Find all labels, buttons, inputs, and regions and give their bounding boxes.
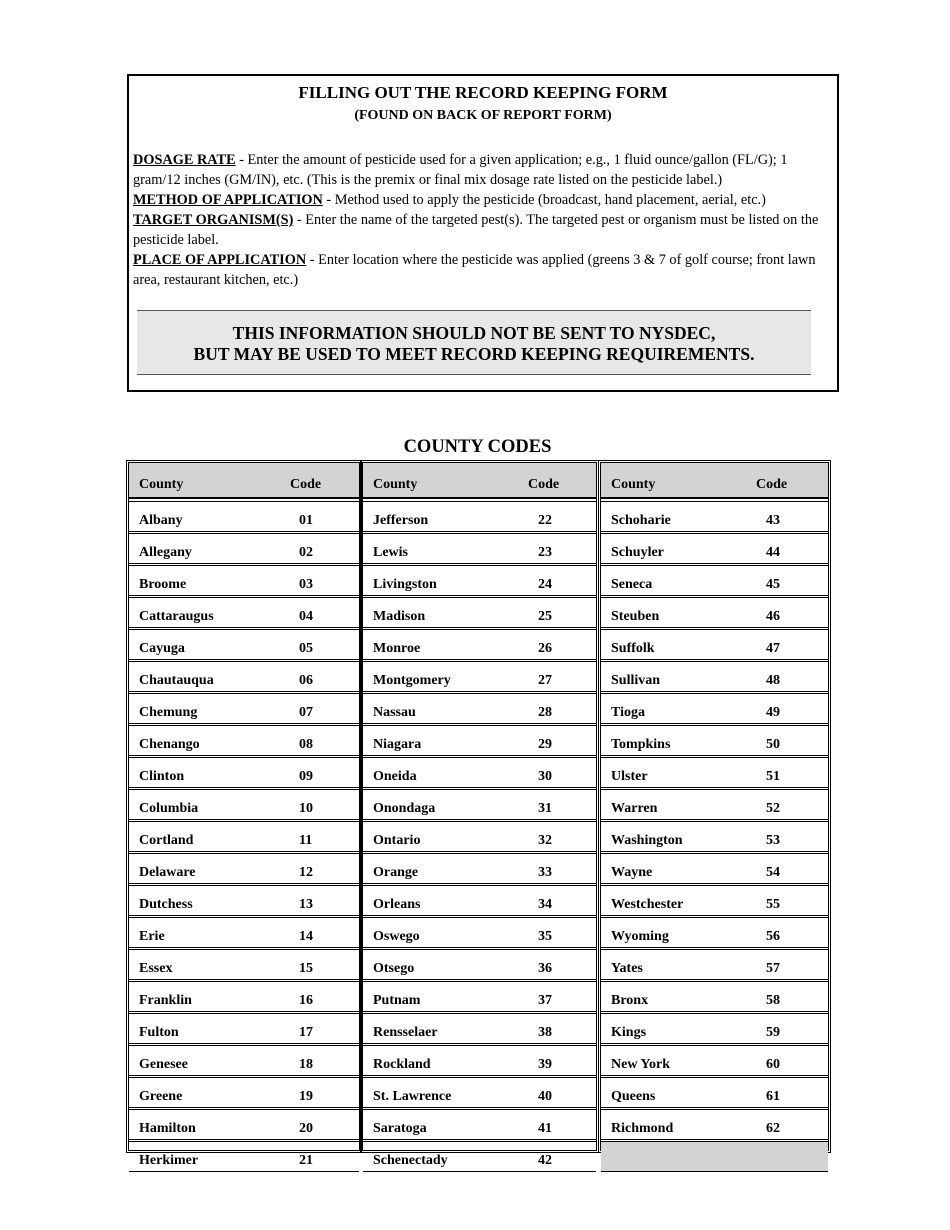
table-row xyxy=(363,1013,596,1044)
instruction-method-of-application xyxy=(133,190,833,210)
table-row xyxy=(601,757,828,788)
county-name: Wayne xyxy=(611,865,653,880)
table-row xyxy=(129,917,359,948)
county-code: 24 xyxy=(538,577,552,592)
county-code: 30 xyxy=(538,769,552,784)
county-name: Orleans xyxy=(373,897,421,912)
county-code: 06 xyxy=(299,673,313,688)
table-row xyxy=(129,1109,359,1140)
table-row xyxy=(363,821,596,852)
county-code: 52 xyxy=(766,801,780,816)
table-row xyxy=(601,1109,828,1140)
instruction-term: TARGET ORGANISM(S) xyxy=(133,212,294,228)
county-name: Herkimer xyxy=(139,1153,199,1168)
table-row xyxy=(601,693,828,724)
table-row xyxy=(601,597,828,628)
county-code: 37 xyxy=(538,993,552,1008)
table-row xyxy=(601,1045,828,1076)
county-name: Saratoga xyxy=(373,1121,427,1136)
table-row xyxy=(363,661,596,692)
county-code: 09 xyxy=(299,769,313,784)
header-county: County xyxy=(373,477,418,492)
county-code: 14 xyxy=(299,929,313,944)
county-name: Greene xyxy=(139,1089,183,1104)
county-name: Queens xyxy=(611,1089,656,1104)
county-name: Ontario xyxy=(373,833,421,848)
county-code: 39 xyxy=(538,1057,552,1072)
county-rows xyxy=(129,499,359,1172)
county-code: 35 xyxy=(538,929,552,944)
county-code: 20 xyxy=(299,1121,313,1136)
county-name: Washington xyxy=(611,833,683,848)
table-row xyxy=(601,565,828,596)
county-code: 46 xyxy=(766,609,780,624)
county-name: Oswego xyxy=(373,929,420,944)
table-row xyxy=(129,1045,359,1076)
table-row xyxy=(363,1045,596,1076)
county-code: 56 xyxy=(766,929,780,944)
table-row xyxy=(129,501,359,532)
county-code: 07 xyxy=(299,705,313,720)
county-code: 12 xyxy=(299,865,313,880)
table-row xyxy=(129,821,359,852)
table-row xyxy=(129,853,359,884)
instructions-title: FILLING OUT THE RECORD KEEPING FORM xyxy=(298,83,668,102)
table-row xyxy=(363,1109,596,1140)
county-code: 57 xyxy=(766,961,780,976)
table-row xyxy=(129,661,359,692)
county-name: Kings xyxy=(611,1025,647,1040)
county-code: 13 xyxy=(299,897,313,912)
table-row xyxy=(601,821,828,852)
table-row xyxy=(601,853,828,884)
table-row xyxy=(363,629,596,660)
county-name: Chemung xyxy=(139,705,198,720)
county-code: 08 xyxy=(299,737,313,752)
table-row xyxy=(129,1013,359,1044)
county-name: Wyoming xyxy=(611,929,669,944)
county-code: 04 xyxy=(299,609,313,624)
county-name: Orange xyxy=(373,865,419,880)
table-row xyxy=(363,917,596,948)
table-row xyxy=(363,565,596,596)
county-rows xyxy=(363,499,596,1172)
county-code: 43 xyxy=(766,513,780,528)
table-row xyxy=(601,949,828,980)
table-row xyxy=(363,789,596,820)
county-name: Nassau xyxy=(373,705,416,720)
instructions-subtitle: (FOUND ON BACK OF REPORT FORM) xyxy=(354,108,612,123)
county-rows xyxy=(601,499,828,1172)
county-name: Broome xyxy=(139,577,187,592)
table-row xyxy=(129,693,359,724)
column-header xyxy=(129,463,359,499)
table-row xyxy=(601,629,828,660)
county-code: 58 xyxy=(766,993,780,1008)
county-name: Rockland xyxy=(373,1057,431,1072)
county-code: 33 xyxy=(538,865,552,880)
county-name: Oneida xyxy=(373,769,417,784)
county-code: 48 xyxy=(766,673,780,688)
county-name: Schenectady xyxy=(373,1153,448,1168)
county-name: Schuyler xyxy=(611,545,664,560)
table-row xyxy=(129,725,359,756)
table-row xyxy=(601,1013,828,1044)
county-name: Jefferson xyxy=(373,513,429,528)
county-code: 21 xyxy=(299,1153,313,1168)
table-row xyxy=(601,725,828,756)
county-code: 27 xyxy=(538,673,552,688)
county-name: Fulton xyxy=(139,1025,179,1040)
county-name: Ulster xyxy=(611,769,648,784)
county-name: Westchester xyxy=(611,897,684,912)
table-row xyxy=(363,1141,596,1172)
county-name: Columbia xyxy=(139,801,199,816)
table-row xyxy=(363,501,596,532)
county-code: 05 xyxy=(299,641,313,656)
county-name: Lewis xyxy=(373,545,408,560)
instruction-text: - Enter location where the pesticide was applied (greens 3 & 7 of golf course; front lawn area, restaurant kitchen, etc.) xyxy=(133,252,816,288)
county-code: 26 xyxy=(538,641,552,656)
county-name: Chautauqua xyxy=(139,673,214,688)
county-code: 41 xyxy=(538,1121,552,1136)
county-code: 11 xyxy=(299,833,313,848)
header-county: County xyxy=(139,477,184,492)
county-name: Cattaraugus xyxy=(139,609,214,624)
record-keeping-instructions xyxy=(127,74,839,392)
county-code: 42 xyxy=(538,1153,552,1168)
county-code: 29 xyxy=(538,737,552,752)
county-name: Genesee xyxy=(139,1057,188,1072)
county-name: Albany xyxy=(139,513,183,528)
instructions-body xyxy=(133,150,833,290)
county-name: Rensselaer xyxy=(373,1025,438,1040)
county-name: Yates xyxy=(611,961,643,976)
table-row xyxy=(601,661,828,692)
table-row xyxy=(601,789,828,820)
county-code: 31 xyxy=(538,801,552,816)
table-row xyxy=(363,949,596,980)
county-name: Essex xyxy=(139,961,173,976)
county-name: Tompkins xyxy=(611,737,671,752)
county-name: Livingston xyxy=(373,577,437,592)
notice-line-2: BUT MAY BE USED TO MEET RECORD KEEPING REQUIREMENTS. xyxy=(193,344,755,364)
county-name: Suffolk xyxy=(611,641,655,656)
table-row xyxy=(601,981,828,1012)
table-row xyxy=(363,757,596,788)
county-name: Delaware xyxy=(139,865,196,880)
county-code: 47 xyxy=(766,641,780,656)
county-code: 62 xyxy=(766,1121,780,1136)
empty-row xyxy=(601,1141,828,1172)
table-row xyxy=(363,885,596,916)
table-row xyxy=(129,597,359,628)
table-row xyxy=(363,725,596,756)
county-name: New York xyxy=(611,1057,670,1072)
county-name: Clinton xyxy=(139,769,185,784)
instruction-term: METHOD OF APPLICATION xyxy=(133,192,323,208)
county-name: Niagara xyxy=(373,737,422,752)
county-code: 60 xyxy=(766,1057,780,1072)
header-code: Code xyxy=(756,477,788,492)
table-row xyxy=(129,949,359,980)
instruction-dosage-rate xyxy=(133,150,833,190)
county-name: Monroe xyxy=(373,641,421,656)
county-code: 23 xyxy=(538,545,552,560)
county-name: Schoharie xyxy=(611,513,671,528)
table-row xyxy=(363,1077,596,1108)
table-row xyxy=(601,1077,828,1108)
county-code: 40 xyxy=(538,1089,552,1104)
table-row xyxy=(129,885,359,916)
table-row xyxy=(129,1077,359,1108)
county-code: 02 xyxy=(299,545,313,560)
column-header xyxy=(363,463,596,499)
instruction-text: - Enter the name of the targeted pest(s). The targeted pest or organism must be listed on the pesticide label. xyxy=(133,212,819,248)
county-code: 28 xyxy=(538,705,552,720)
county-name: Steuben xyxy=(611,609,660,624)
notice-banner xyxy=(137,310,811,375)
county-code: 54 xyxy=(766,865,780,880)
county-code: 44 xyxy=(766,545,780,560)
county-code: 22 xyxy=(538,513,552,528)
county-name: Montgomery xyxy=(373,673,451,688)
county-name: Putnam xyxy=(373,993,421,1008)
county-name: Richmond xyxy=(611,1121,674,1136)
county-code: 53 xyxy=(766,833,780,848)
county-code: 03 xyxy=(299,577,313,592)
county-code: 32 xyxy=(538,833,552,848)
county-code: 45 xyxy=(766,577,780,592)
table-row xyxy=(363,853,596,884)
county-codes-title: COUNTY CODES xyxy=(403,437,552,457)
instruction-text: - Method used to apply the pesticide (broadcast, hand placement, aerial, etc.) xyxy=(322,192,766,208)
county-code: 59 xyxy=(766,1025,780,1040)
county-name: Madison xyxy=(373,609,426,624)
county-code: 36 xyxy=(538,961,552,976)
county-name: Otsego xyxy=(373,961,415,976)
county-name: Onondaga xyxy=(373,801,436,816)
table-row xyxy=(601,917,828,948)
county-name: Allegany xyxy=(139,545,192,560)
instruction-term: DOSAGE RATE xyxy=(133,152,236,168)
table-row xyxy=(129,757,359,788)
table-row xyxy=(129,533,359,564)
table-row xyxy=(129,1141,359,1172)
county-name: Seneca xyxy=(611,577,653,592)
county-code: 55 xyxy=(766,897,780,912)
instruction-text: - Enter the amount of pesticide used for a given application; e.g., 1 fluid ounce/gallon (FL/G); 1 gram/12 inches (GM/IN), etc. (This is the premix or final mix dosage rate listed on the pesticide label.) xyxy=(133,152,788,188)
county-name: Cortland xyxy=(139,833,194,848)
county-code: 01 xyxy=(299,513,313,528)
county-name: Tioga xyxy=(611,705,645,720)
table-row xyxy=(129,565,359,596)
county-name: Bronx xyxy=(611,993,649,1008)
notice-line-1: THIS INFORMATION SHOULD NOT BE SENT TO NYSDEC, xyxy=(232,323,716,343)
table-row xyxy=(601,885,828,916)
county-name: Erie xyxy=(139,929,165,944)
county-column-3 xyxy=(598,460,831,1153)
county-column-2 xyxy=(360,460,599,1168)
instruction-term: PLACE OF APPLICATION xyxy=(133,252,307,268)
table-row xyxy=(363,597,596,628)
county-code: 61 xyxy=(766,1089,780,1104)
county-code: 50 xyxy=(766,737,780,752)
instruction-place-of-application xyxy=(133,250,833,290)
table-row xyxy=(363,693,596,724)
table-row xyxy=(129,981,359,1012)
table-row xyxy=(129,629,359,660)
county-code: 25 xyxy=(538,609,552,624)
table-row xyxy=(129,789,359,820)
county-code: 15 xyxy=(299,961,313,976)
county-name: Warren xyxy=(611,801,658,816)
county-code: 19 xyxy=(299,1089,313,1104)
column-header xyxy=(601,463,828,499)
county-name: Cayuga xyxy=(139,641,185,656)
county-code: 49 xyxy=(766,705,780,720)
county-column-1 xyxy=(126,460,362,1168)
county-name: Hamilton xyxy=(139,1121,196,1136)
county-code: 10 xyxy=(299,801,313,816)
county-name: Dutchess xyxy=(139,897,193,912)
header-code: Code xyxy=(290,477,322,492)
table-row xyxy=(601,501,828,532)
instruction-target-organisms xyxy=(133,210,833,250)
county-code: 16 xyxy=(299,993,313,1008)
county-name: St. Lawrence xyxy=(373,1089,452,1104)
table-row xyxy=(601,533,828,564)
county-code: 18 xyxy=(299,1057,313,1072)
table-row xyxy=(363,533,596,564)
header-county: County xyxy=(611,477,656,492)
county-code: 51 xyxy=(766,769,780,784)
county-code: 17 xyxy=(299,1025,313,1040)
county-code: 38 xyxy=(538,1025,552,1040)
table-row xyxy=(363,981,596,1012)
county-code: 34 xyxy=(538,897,552,912)
county-name: Franklin xyxy=(139,993,192,1008)
county-name: Sullivan xyxy=(611,673,661,688)
county-name: Chenango xyxy=(139,737,200,752)
header-code: Code xyxy=(528,477,560,492)
